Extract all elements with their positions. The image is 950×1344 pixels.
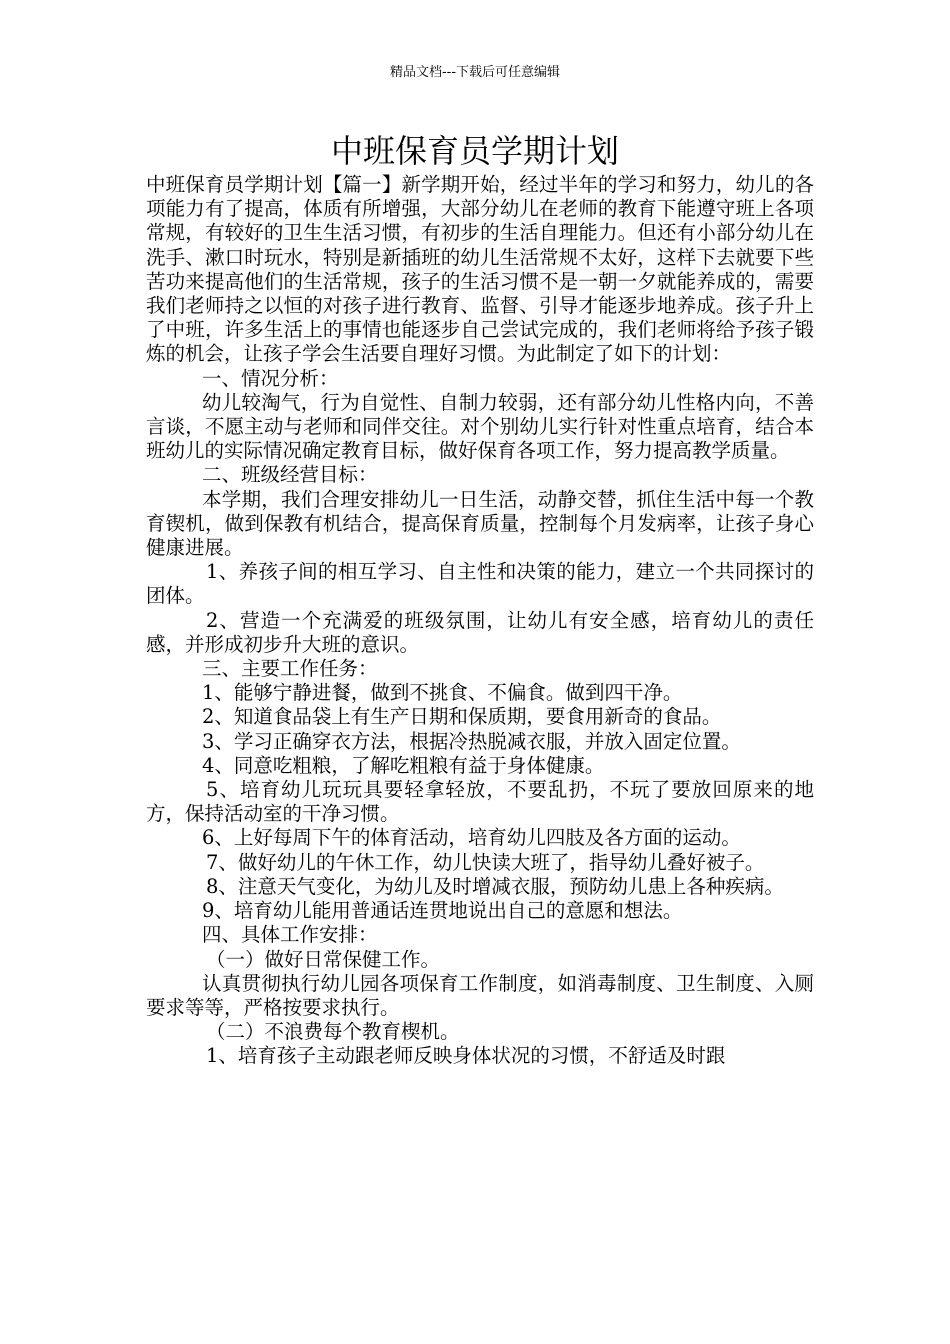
task-item-5: 5、培育幼儿玩玩具要轻拿轻放，不要乱扔，不玩了要放回原来的地方，保持活动室的干净习惯。: [146, 778, 814, 826]
subsection-heading-1: （一）做好日常保健工作。: [206, 947, 441, 971]
goal-item-1: 1、养孩子间的相互学习、自主性和决策的能力，建立一个共同探讨的团体。: [146, 560, 814, 608]
task-item-2: 2、知道食品袋上有生产日期和保质期，要食用新奇的食品。: [202, 705, 722, 729]
goals-paragraph: 本学期，我们合理安排幼儿一日生活，动静交替，抓住生活中每一个教育锲机，做到保教有机结合，提高保育质量，控制每个月发病率，让孩子身心健康进展。: [146, 487, 814, 560]
section-heading-arrangements: 四、具体工作安排：: [202, 923, 378, 947]
document-title: 中班保育员学期计划: [330, 132, 619, 170]
task-item-3: 3、学习正确穿衣方法，根据冷热脱减衣服，并放入固定位置。: [202, 729, 741, 753]
document-body: [146, 173, 814, 1069]
task-item-7: 7、做好幼儿的午休工作，幼儿快读大班了，指导幼儿叠好被子。: [206, 850, 765, 874]
task-item-4: 4、同意吃粗粮，了解吃粗粮有益于身体健康。: [202, 753, 605, 777]
subsection-item-1: 1、培育孩子主动跟老师反映身体状况的习惯，不舒适及时跟: [206, 1044, 726, 1068]
goal-item-2: 2、营造一个充满爱的班级氛围，让幼儿有安全感，培育幼儿的责任感，并形成初步升大班的意识。: [146, 608, 814, 656]
page-header: 精品文档---下载后可任意编辑: [389, 65, 561, 80]
task-item-9: 9、培育幼儿能用普通话连贯地说出自己的意愿和想法。: [202, 899, 683, 923]
section-heading-tasks: 三、主要工作任务：: [202, 657, 378, 681]
intro-paragraph: 中班保育员学期计划【篇一】新学期开始，经过半年的学习和努力，幼儿的各项能力有了提高，体质有所增强，大部分幼儿在老师的教育下能遵守班上各项常规，有较好的卫生生活习惯，有初步的生活自理能力。但还有小部分幼儿在洗手、漱口时玩水，特别是新插班的幼儿生活常规不太好，这样下去就要下些苦功来提高他们的生活常规，孩子的生活习惯不是一朝一夕就能养成的，需要我们老师持之以恒的对孩子进行教育、监督、引导才能逐步地养成。孩子升上了中班，许多生活上的事情也能逐步自己尝试完成的，我们老师将给予孩子锻炼的机会，让孩子学会生活要自理好习惯。为此制定了如下的计划：: [146, 173, 814, 366]
section-heading-goals: 二、班级经营目标：: [202, 463, 378, 487]
task-item-6: 6、上好每周下午的体育活动，培育幼儿四肢及各方面的运动。: [202, 826, 741, 850]
task-item-1: 1、能够宁静进餐，做到不挑食、不偏食。做到四干净。: [202, 681, 683, 705]
subsection-paragraph-1: 认真贯彻执行幼儿园各项保育工作制度，如消毒制度、卫生制度、入厕要求等等，严格按要求执行。: [146, 971, 814, 1019]
subsection-heading-2: （二）不浪费每个教育楔机。: [206, 1020, 460, 1044]
task-item-8: 8、注意天气变化，为幼儿及时增减衣服，预防幼儿患上各种疾病。: [206, 874, 784, 898]
situation-paragraph: 幼儿较淘气，行为自觉性、自制力较弱，还有部分幼儿性格内向，不善言谈，不愿主动与老师和同伴交往。对个别幼儿实行针对性重点培育，结合本班幼儿的实际情况确定教育目标，做好保育各项工作，努力提高教学质量。: [146, 390, 814, 463]
section-heading-situation: 一、情况分析：: [202, 366, 339, 390]
